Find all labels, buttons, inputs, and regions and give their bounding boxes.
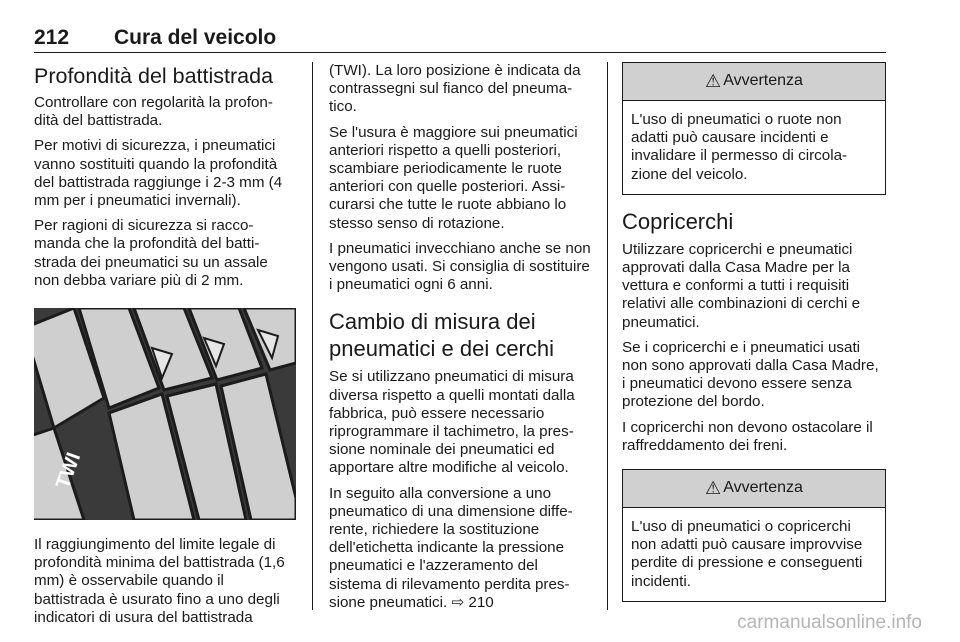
warning-header [623,470,885,508]
paragraph-text: In seguito alla conversione a uno pneumatico di una dimensione diffe-rente, richiedere la sostituzione dell'etichetta indicante la pressione pneumatici e l'azzeramento del sistema di rilevamento perdita pres-sione pneumatici. [329,484,573,611]
warning-text: L'uso di pneumatici o copricerchi non adatti può causare improvvise perdite di pressione e conseguenti incidenti. [631,518,863,590]
column-2 [329,62,593,619]
tire-tread-illustration [34,308,296,520]
warning-triangle-icon: ⚠ [705,71,722,92]
tread-drawing [34,308,296,520]
warning-box [622,62,886,195]
column-divider [607,62,608,610]
warning-title: Avvertenza [723,72,803,90]
column-divider [312,62,313,610]
section-heading: Cambio di misura dei pneumatici e dei cerchi [329,309,555,362]
paragraph: Se si utilizzano pneumatici di misura diversa rispetto a quelli montati dalla fabbrica, può essere necessario riprogrammare il tachimetro, la pres-sione nominale dei pneumatici ed apportare altre modifiche al veicolo. [329,368,575,477]
column-3 [622,62,886,616]
chapter-title: Cura del veicolo [114,26,277,49]
paragraph: (TWI). La loro posizione è indicata da contrassegni sul fianco del pneuma-tico. [329,62,581,116]
paragraph: Per ragioni di sicurezza si racco-manda che la profondità del batti-strada dei pneumatici su un assale non debba variare più di 2 mm. [34,217,268,289]
section-heading: Profondità del battistrada [34,64,274,88]
paragraph: Utilizzare copricerchi e pneumatici approvati dalla Casa Madre per la vettura e conformi a tutti i requisiti relativi alle combinazioni di cerchi e pneumatici. [622,240,861,331]
column-1 [34,62,296,634]
page-reference-arrow-icon: ⇨ [451,593,465,611]
twi-label: TWI [52,449,86,492]
page-number: 212 [34,26,70,49]
warning-text: L'uso di pneumatici o ruote non adatti può causare incidenti e invalidare il permesso di circola-zione del veicolo. [631,111,848,183]
page-reference[interactable]: 210 [468,593,494,611]
paragraph: Per motivi di sicurezza, i pneumatici vanno sostituiti quando la profondità del battistrada raggiunge i 2-3 mm (4 mm per i pneumatici invernali). [34,137,283,210]
watermark: carmanualsonline.info [737,612,922,633]
paragraph [329,485,593,612]
section-heading: Copricerchi [622,208,734,234]
warning-triangle-icon: ⚠ [705,478,722,499]
paragraph: I pneumatici invecchiano anche se non vengono usati. Si consiglia di sostituire i pneumatici ogni 6 anni. [329,239,591,294]
warning-header [623,63,885,101]
paragraph: Se l'usura è maggiore sui pneumatici anteriori rispetto a quelli posteriori, scambiare periodicamente le ruote anteriori con quelle posteriori. Assi-curarsi che tutte le ruote abbiano lo stesso senso di rotazione. [329,123,578,232]
paragraph: Controllare con regolarità la profon-dità del battistrada. [34,94,273,130]
paragraph: I copricerchi non devono ostacolare il raffreddamento dei freni. [622,418,873,454]
header-divider [34,52,886,53]
warning-box [622,469,886,602]
warning-title: Avvertenza [723,479,803,497]
page-header [34,26,886,50]
paragraph: Se i copricerchi e i pneumatici usati non sono approvati dalla Casa Madre, i pneumatici devono essere senza protezione del bordo. [622,338,879,411]
paragraph: Il raggiungimento del limite legale di profondità minima del battistrada (1,6 mm) è osservabile quando il battistrada è usurato fino a uno degli indicatori di usura del battistrada [34,536,285,626]
